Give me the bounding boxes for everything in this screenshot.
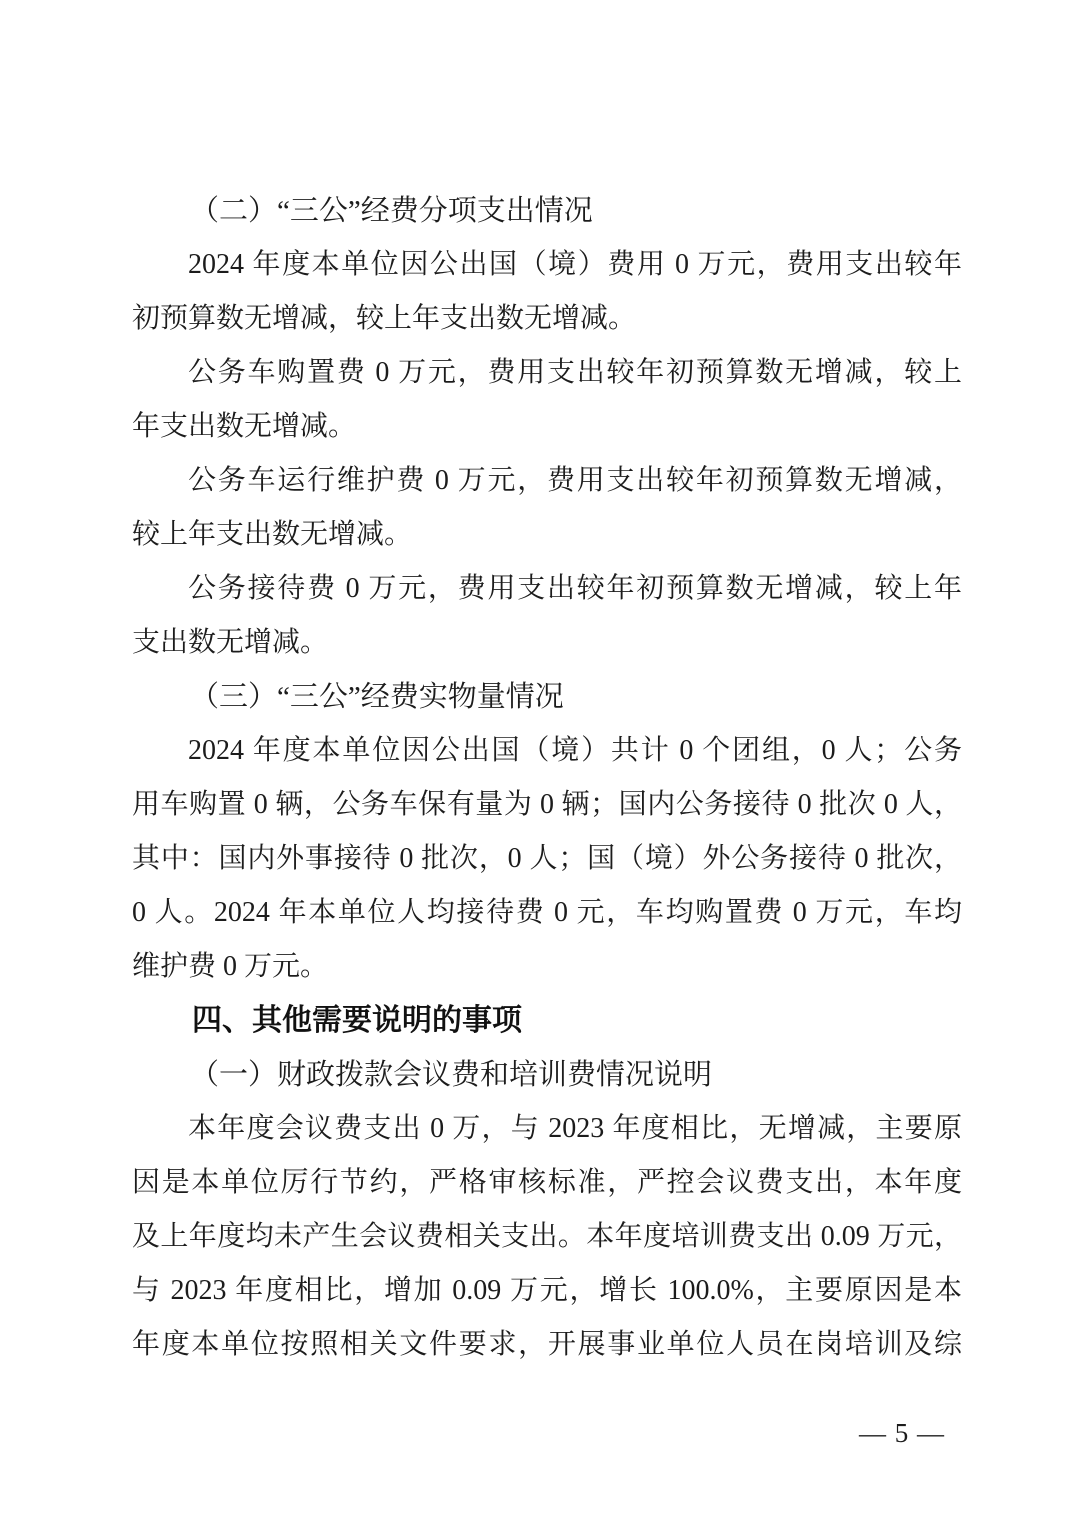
- section-heading-2: （二）“三公”经费分项支出情况: [190, 195, 593, 227]
- text-line: 公务车运行维护费 0 万元，费用支出较年初预算数无增减，: [188, 465, 962, 496]
- text-line: 本年度会议费支出 0 万，与 2023 年度相比，无增减，主要原: [188, 1113, 962, 1144]
- paragraph-vehicle-purchase: [132, 346, 962, 454]
- text-line: 及上年度均未产生会议费相关支出。本年度培训费支出 0.09 万元，: [132, 1221, 962, 1252]
- text-line: 初预算数无增减，较上年支出数无增减。: [132, 303, 637, 334]
- text-line: 2024 年度本单位因公出国（境）共计 0 个团组，0 人；公务: [188, 735, 962, 766]
- text-line: 年度本单位按照相关文件要求，开展事业单位人员在岗培训及综: [132, 1329, 962, 1360]
- section-heading-4: 四、其他需要说明的事项: [192, 1004, 522, 1037]
- text-line: 2024 年度本单位因公出国（境）费用 0 万元，费用支出较年: [188, 249, 962, 280]
- text-line: 0 人。2024 年本单位人均接待费 0 元，车均购置费 0 万元，车均: [132, 897, 962, 928]
- paragraph-physical-quantities: [132, 724, 962, 994]
- paragraph-meeting-training-fees: [132, 1102, 962, 1372]
- text-line: 公务接待费 0 万元，费用支出较年初预算数无增减，较上年: [188, 573, 962, 604]
- text-line: 因是本单位厉行节约，严格审核标准，严控会议费支出，本年度: [132, 1167, 962, 1198]
- text-line: 用车购置 0 辆，公务车保有量为 0 辆；国内公务接待 0 批次 0 人，: [132, 789, 962, 820]
- text-line: 其中：国内外事接待 0 批次，0 人；国（境）外公务接待 0 批次，: [132, 843, 962, 874]
- text-line: 公务车购置费 0 万元，费用支出较年初预算数无增减，较上: [188, 357, 962, 388]
- text-line: 与 2023 年度相比，增加 0.09 万元，增长 100.0%，主要原因是本: [132, 1275, 962, 1306]
- section-heading-3: （三）“三公”经费实物量情况: [190, 681, 564, 713]
- text-line: 维护费 0 万元。: [132, 951, 329, 982]
- page-content: [132, 184, 962, 1372]
- paragraph-abroad-expense: [132, 238, 962, 346]
- paragraph-official-reception: [132, 562, 962, 670]
- page-number: — 5 —: [859, 1418, 945, 1448]
- text-line: 支出数无增减。: [132, 627, 329, 658]
- text-line: 年支出数无增减。: [132, 411, 357, 442]
- paragraph-vehicle-maintenance: [132, 454, 962, 562]
- section-heading-4-1: （一）财政拨款会议费和培训费情况说明: [190, 1059, 713, 1091]
- text-line: 较上年支出数无增减。: [132, 519, 413, 550]
